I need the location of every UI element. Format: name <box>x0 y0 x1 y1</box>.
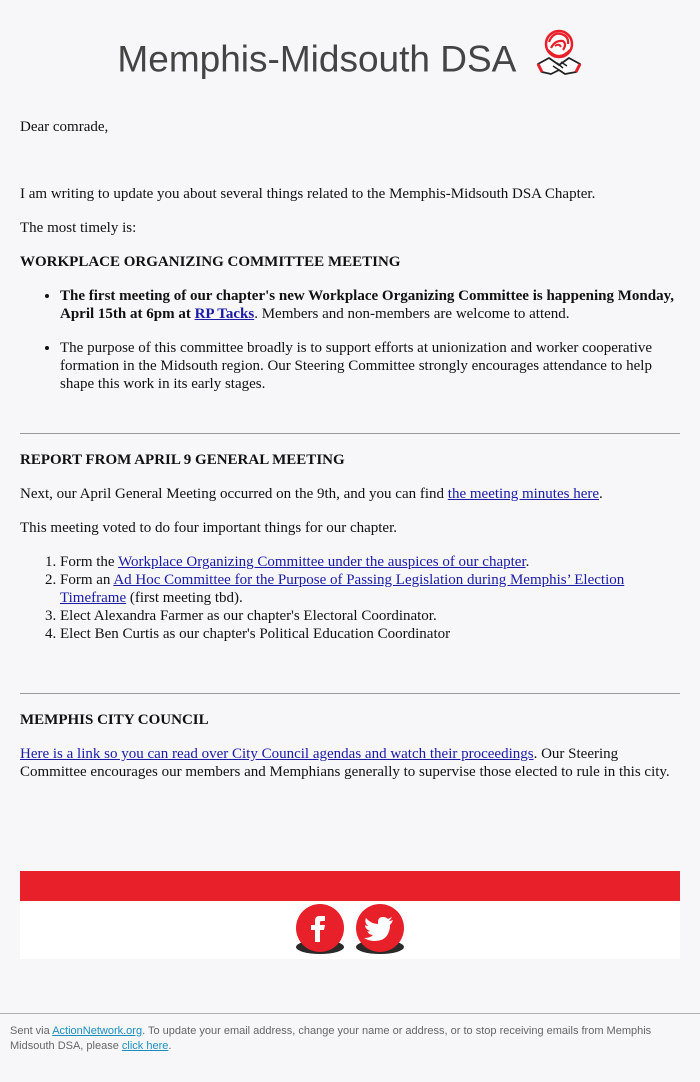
facebook-button[interactable] <box>293 903 347 957</box>
section-divider <box>20 433 680 434</box>
intro-timely: The most timely is: <box>20 220 137 236</box>
council-text: Here is a link so you can read over City Council agendas and watch their proceedings. Our Steering Committee encourages our members and Memphians generally to supervise those elected to rule in this city. <box>20 746 670 780</box>
facebook-icon <box>293 903 347 957</box>
social-links <box>20 901 680 959</box>
workplace-list <box>20 287 680 393</box>
workplace-bullet1-rest: . Members and non-members are welcome to attend. <box>254 306 570 322</box>
twitter-icon <box>353 903 407 957</box>
report-line1: Next, our April General Meeting occurred on the 9th, and you can find the meeting minutes here. <box>20 486 603 502</box>
list-item: 2. Form an Ad Hoc Committee for the Purpose of Passing Legislation during Memphis’ Election Timeframe (first meeting tbd). <box>60 571 680 607</box>
list-item: 3. Elect Alexandra Farmer as our chapter's Electoral Coordinator. <box>60 607 680 625</box>
workplace-committee-link[interactable]: Workplace Organizing Committee under the auspices of our chapter <box>118 554 526 570</box>
email-footer: Sent via ActionNetwork.org. To update your email address, change your name or address, or to stop receiving emails from Memphis Midsouth DSA, please click here. <box>10 1025 652 1052</box>
dsa-rose-logo-icon <box>535 28 583 87</box>
city-council-link[interactable]: Here is a link so you can read over City Council agendas and watch their proceedings <box>20 746 534 762</box>
section-divider <box>20 693 680 694</box>
list-item <box>60 287 680 323</box>
intro-update: I am writing to update you about several things related to the Memphis-Midsouth DSA Chapter. <box>20 186 596 202</box>
workplace-heading: WORKPLACE ORGANIZING COMMITTEE MEETING <box>20 254 401 270</box>
council-heading: MEMPHIS CITY COUNCIL <box>20 712 209 728</box>
unsubscribe-link[interactable]: click here <box>121 1040 169 1052</box>
footer-divider <box>0 1013 700 1014</box>
meeting-minutes-link[interactable]: the meeting minutes here <box>447 486 599 502</box>
action-network-link[interactable]: ActionNetwork.org <box>52 1025 143 1037</box>
email-header <box>0 36 700 87</box>
list-item: 1. Form the Workplace Organizing Committee under the auspices of our chapter. <box>60 553 680 571</box>
report-heading: REPORT FROM APRIL 9 GENERAL MEETING <box>20 452 345 468</box>
ad-hoc-committee-link[interactable]: Ad Hoc Committee for the Purpose of Passing Legislation during Memphis’ Election Timeframe <box>60 572 625 606</box>
email-body <box>20 110 680 781</box>
greeting: Dear comrade, <box>20 119 109 135</box>
report-list <box>20 553 680 643</box>
list-item: 4. Elect Ben Curtis as our chapter's Political Education Coordinator <box>60 625 680 643</box>
workplace-bullet1-bold: The first meeting of our chapter's new Workplace Organizing Committee is happening Monday, April 15th at 6pm at RP Tacks <box>60 288 675 322</box>
report-line2: This meeting voted to do four important things for our chapter. <box>20 520 398 536</box>
rp-tacks-link[interactable]: RP Tacks <box>194 306 255 322</box>
footer-red-bar <box>20 871 680 901</box>
header-title: Memphis-Midsouth DSA <box>117 38 515 80</box>
twitter-button[interactable] <box>353 903 407 957</box>
list-item: • The purpose of this committee broadly is to support efforts at unionization and worker cooperative formation in the Midsouth region. Our Steering Committee strongly encourages attendance to help shape this work in its early stages. <box>60 339 680 393</box>
